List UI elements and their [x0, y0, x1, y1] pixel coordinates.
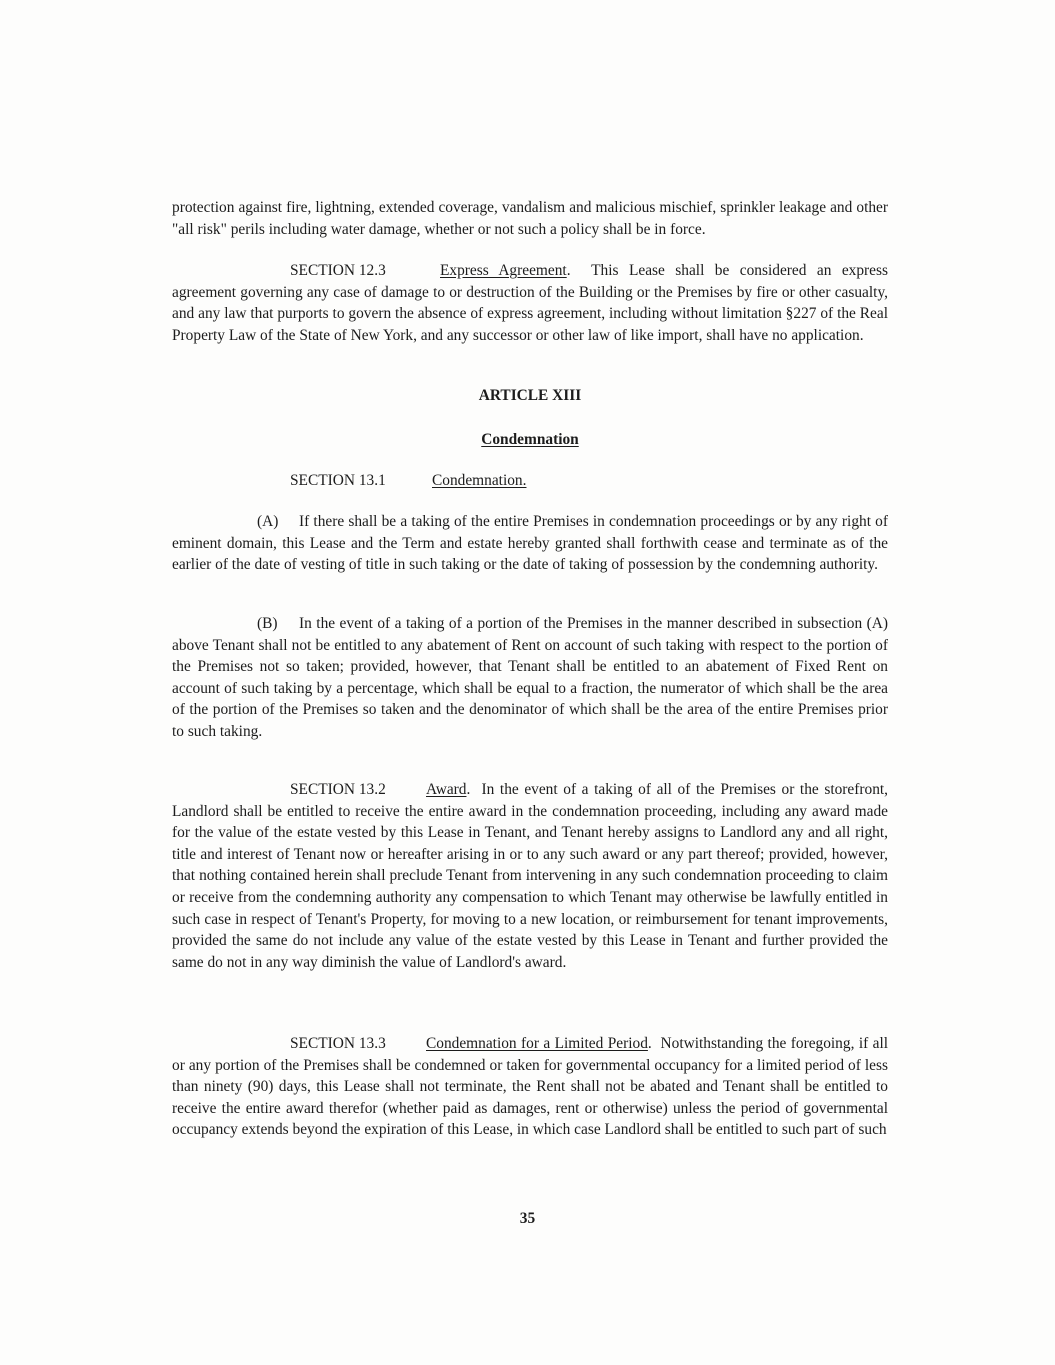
subsection-label: (B)	[257, 615, 278, 632]
section-number: SECTION 12.3	[290, 262, 386, 279]
section-title: Award	[426, 781, 467, 798]
section-body: In the event of a taking of all of the Premises or the storefront, Landlord shall be entitled to receive the entire award in the condemnation proceeding, including any award made for the value of the estate vested by this Lease in Tenant, and Tenant hereby assigns to Landlord any and all right, title and interest of Tenant now or hereafter arising in or to any such award or any part thereof; provided, however, that nothing contained herein shall preclude Tenant from intervening in any such condemnation proceeding to claim or receive from the condemning authority any compensation to which Tenant may otherwise be lawfully entitled in such case in respect of Tenant's Property, for moving to a new location, or reimbursement for tenant improvements, provided the same do not include any value of the estate vested by this Lease in Tenant and further provided the same do not in any way diminish the value of Landlord's award.	[172, 781, 889, 971]
subsection-label: (A)	[257, 513, 279, 530]
page-number: 35	[519, 1210, 536, 1227]
section-13-2: SECTION 13.2 Award. In the event of a taking of all of the Premises or the storefront, Landlord shall be entitled to receive the entire award in the condemnation proceeding, including any award made for the value of the estate vested by this Lease in Tenant, and Tenant hereby assigns to Landlord any and all right, title and interest of Tenant now or hereafter arising in or to any such award or any part thereof; provided, however, that nothing contained herein shall preclude Tenant from intervening in any such condemnation proceeding to claim or receive from the condemning authority any compensation to which Tenant may otherwise be lawfully entitled in such case in respect of Tenant's Property, for moving to a new location, or reimbursement for tenant improvements, provided the same do not include any value of the estate vested by this Lease in Tenant and further provided the same do not in any way diminish the value of Landlord's award.	[172, 781, 889, 971]
section-13-3: SECTION 13.3 Condemnation for a Limited Period. Notwithstanding the foregoing, if all or any portion of the Premises shall be condemned or taken for governmental occupancy for a limited period of less than ninety (90) days, this Lease shall not terminate, the Rent shall not be abated and Tenant shall be entitled to receive the entire award therefor (whether paid as damages, rent or otherwise) unless the period of governmental occupancy extends beyond the expiration of this Lease, in which case Landlord shall be entitled to such part of such	[172, 1035, 889, 1139]
subsection-b	[172, 613, 888, 743]
subsection-a	[172, 511, 888, 576]
section-12-3: SECTION 12.3 Express Agreement. This Lease shall be considered an express agreement governing any case of damage to or destruction of the Building or the Premises by fire or other casualty, and any law that purports to govern the absence of express agreement, including without limitation §227 of the Real Property Law of the State of New York, and any successor or other law of like import, shall have no application.	[172, 262, 888, 344]
section-body: Notwithstanding the foregoing, if all or any portion of the Premises shall be condemned or taken for governmental occupancy for a limited period of less than ninety (90) days, this Lease shall not terminate, the Rent shall not be abated and Tenant shall be entitled to receive the entire award therefor (whether paid as damages, rent or otherwise) unless the period of governmental occupancy extends beyond the expiration of this Lease, in which case Landlord shall be entitled to such part of such	[172, 1035, 889, 1139]
section-title: Condemnation for a Limited Period	[426, 1035, 648, 1052]
paragraph-continuation	[172, 197, 888, 240]
section-title: Condemnation.	[432, 472, 527, 489]
paragraph-text: protection against fire, lightning, extended coverage, vandalism and malicious mischief, sprinkler leakage and other "all risk" perils including water damage, whether or not such a policy shall be in force.	[172, 199, 888, 238]
section-13-1	[290, 472, 526, 490]
subsection-body: In the event of a taking of a portion of the Premises in the manner described in subsection (A) above Tenant shall not be entitled to any abatement of Rent on account of such taking with respect to the portion of the Premises not so taken; provided, however, that Tenant shall be entitled to an abatement of Fixed Rent on account of such taking by a percentage, which shall be equal to a fraction, the numerator of which shall be the area of the portion of the Premises so taken and the denominator of which shall be the area of the entire Premises prior to such taking.	[172, 615, 888, 740]
section-body: This Lease shall be considered an express agreement governing any case of damage to or destruction of the Building or the Premises by fire or other casualty, and any law that purports to govern the absence of express agreement, including without limitation §227 of the Real Property Law of the State of New York, and any successor or other law of like import, shall have no application.	[172, 262, 888, 344]
section-number: SECTION 13.3	[290, 1035, 386, 1052]
article-title: Condemnation	[481, 431, 579, 448]
subsection-body: If there shall be a taking of the entire Premises in condemnation proceedings or by any right of eminent domain, this Lease and the Term and estate hereby granted shall forthwith cease and terminate as of the earlier of the date of vesting of title in such taking or the date of taking of possession by the condemning authority.	[172, 513, 888, 574]
article-heading: ARTICLE XIII	[478, 387, 582, 404]
section-number: SECTION 13.1	[290, 472, 386, 489]
section-number: SECTION 13.2	[290, 781, 386, 798]
section-title: Express Agreement	[440, 262, 567, 279]
